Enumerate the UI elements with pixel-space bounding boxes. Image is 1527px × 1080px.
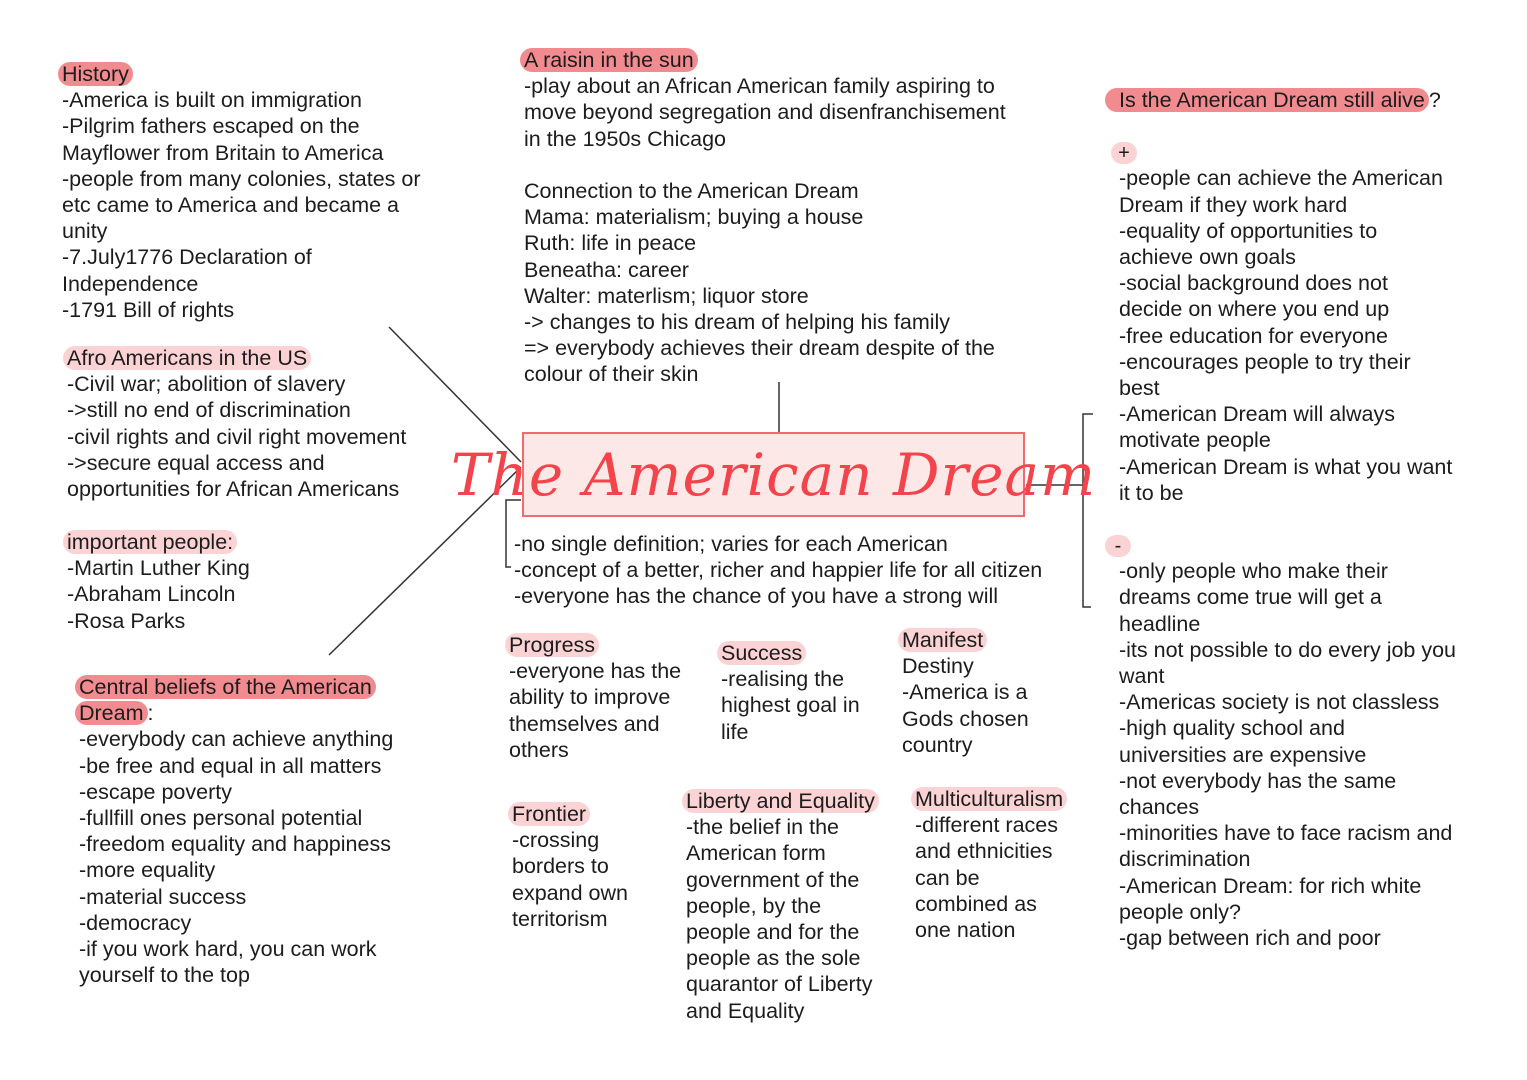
- text-line: ability to improve: [509, 685, 671, 710]
- text-line: highest goal in: [721, 693, 860, 718]
- afro-americans-heading: Afro Americans in the US: [63, 346, 311, 370]
- contra-arguments-lines: [1119, 558, 1456, 951]
- liberty-lines: [686, 814, 879, 1024]
- text-line: -America is built on immigration: [62, 88, 362, 113]
- text-line: -minorities have to face racism and: [1119, 821, 1453, 846]
- text-line: people and for the: [686, 920, 860, 945]
- frontier-lines: [512, 827, 628, 932]
- multiculturalism-block: [915, 786, 1067, 943]
- text-line: best: [1119, 376, 1160, 401]
- text-line: expand own: [512, 880, 628, 905]
- text-line: -1791 Bill of rights: [62, 297, 235, 322]
- text-line: dreams come true will get a: [1119, 585, 1382, 610]
- text-line: Mama: materialism; buying a house: [524, 205, 864, 230]
- text-line: -Abraham Lincoln: [67, 582, 236, 607]
- still-alive-heading: Is the American Dream still alive: [1105, 88, 1429, 112]
- frontier-heading: Frontier: [508, 802, 590, 826]
- text-line: colour of their skin: [524, 362, 699, 387]
- text-line: can be: [915, 865, 980, 890]
- raisin-heading: A raisin in the sun: [520, 48, 698, 72]
- success-block: [721, 640, 860, 745]
- text-line: combined as: [915, 891, 1037, 916]
- text-line: move beyond segregation and disenfranchisement: [524, 100, 1006, 125]
- text-line: -> changes to his dream of helping his family: [524, 310, 951, 335]
- text-line: decide on where you end up: [1119, 297, 1390, 322]
- manifest-lines: [902, 653, 1029, 758]
- text-line: -more equality: [79, 858, 216, 883]
- text-line: -Rosa Parks: [67, 608, 186, 633]
- text-line: Walter: materlism; liquor store: [524, 283, 809, 308]
- text-line: -no single definition; varies for each American: [514, 532, 948, 556]
- text-line: -America is a: [902, 680, 1028, 705]
- text-line: -not everybody has the same: [1119, 768, 1397, 793]
- text-line: -different races: [915, 813, 1059, 838]
- text-line: -equality of opportunities to: [1119, 218, 1378, 243]
- success-heading: Success: [717, 641, 806, 665]
- text-line: others: [509, 737, 569, 762]
- central-topic-title: The American Dream: [450, 440, 1097, 509]
- text-line: -American Dream: for rich white: [1119, 873, 1422, 898]
- progress-block: [509, 632, 681, 763]
- text-line: quarantor of Liberty: [686, 972, 873, 997]
- text-line: -gap between rich and poor: [1119, 926, 1381, 951]
- afro-americans-block: [67, 345, 406, 502]
- text-line: -escape poverty: [79, 779, 232, 804]
- central-beliefs-heading-line1: Central beliefs of the American: [75, 675, 376, 699]
- plus-sign-badge: +: [1111, 142, 1137, 164]
- text-line: universities are expensive: [1119, 742, 1367, 767]
- important-people-block: [67, 529, 250, 634]
- text-line: it to be: [1119, 480, 1184, 505]
- text-line: discrimination: [1119, 847, 1251, 872]
- text-line: life: [721, 719, 749, 744]
- text-line: -concept of a better, richer and happier life for all citizen: [514, 558, 1043, 583]
- text-line: Gods chosen: [902, 706, 1029, 731]
- spacer: [1119, 506, 1456, 532]
- text-line: people, by the: [686, 893, 822, 918]
- text-line: -Civil war; abolition of slavery: [67, 372, 346, 397]
- manifest-destiny-block: [902, 627, 1029, 758]
- text-line: ->secure equal access and: [67, 450, 325, 475]
- central-beliefs-block: [79, 674, 393, 988]
- text-line: -civil rights and civil right movement: [67, 424, 407, 449]
- text-line: chances: [1119, 795, 1200, 820]
- text-line: -realising the: [721, 667, 845, 692]
- text-line: -crossing: [512, 828, 600, 853]
- text-line: government of the: [686, 867, 860, 892]
- minus-sign-badge: -: [1105, 535, 1131, 557]
- text-line: and Equality: [686, 998, 805, 1023]
- text-line: achieve own goals: [1119, 245, 1296, 270]
- liberty-equality-block: [686, 788, 879, 1024]
- progress-lines: [509, 658, 681, 763]
- text-line: Independence: [62, 271, 199, 296]
- central-topic-box: [450, 432, 1097, 517]
- text-line: American form: [686, 841, 826, 866]
- definition-block: [514, 531, 1042, 610]
- history-block: [62, 61, 421, 323]
- text-line: opportunities for African Americans: [67, 477, 400, 502]
- text-line: -be free and equal in all matters: [79, 753, 382, 778]
- text-line: -Pilgrim fathers escaped on the: [62, 114, 360, 139]
- text-line: -social background does not: [1119, 271, 1388, 296]
- definition-lines: [514, 531, 1042, 610]
- important-people-heading: important people:: [63, 530, 237, 554]
- text-line: -high quality school and: [1119, 716, 1345, 741]
- text-line: [524, 152, 1006, 178]
- text-line: -if you work hard, you can work: [79, 937, 377, 962]
- central-beliefs-heading-colon: :: [147, 701, 154, 726]
- text-line: unity: [62, 219, 108, 244]
- manifest-heading: Manifest: [898, 628, 987, 652]
- text-line: -only people who make their: [1119, 559, 1388, 584]
- text-line: -fullfill ones personal potential: [79, 806, 363, 831]
- text-line: borders to: [512, 854, 609, 879]
- text-line: -material success: [79, 884, 247, 909]
- text-line: -its not possible to do every job you: [1119, 637, 1457, 662]
- text-line: country: [902, 732, 973, 757]
- spacer: [1119, 113, 1456, 139]
- text-line: headline: [1119, 611, 1201, 636]
- raisin-in-the-sun-block: [524, 47, 1006, 388]
- text-line: themselves and: [509, 711, 660, 736]
- text-line: Connection to the American Dream: [524, 179, 859, 204]
- history-lines: [62, 87, 421, 323]
- frontier-block: [512, 801, 628, 932]
- pro-arguments-lines: [1119, 165, 1456, 506]
- text-line: people as the sole: [686, 946, 861, 971]
- text-line: -Martin Luther King: [67, 556, 250, 581]
- text-line: in the 1950s Chicago: [524, 126, 727, 151]
- text-line: -freedom equality and happiness: [79, 832, 391, 857]
- important-people-lines: [67, 555, 250, 634]
- text-line: => everybody achieves their dream despite of the: [524, 336, 995, 361]
- text-line: -play about an African American family aspiring to: [524, 74, 995, 99]
- central-beliefs-lines: [79, 726, 393, 988]
- history-heading: History: [58, 62, 133, 86]
- text-line: -American Dream will always: [1119, 402, 1395, 427]
- text-line: ->still no end of discrimination: [67, 398, 351, 423]
- still-alive-block: [1114, 87, 1457, 951]
- afro-americans-lines: [67, 371, 406, 502]
- text-line: -free education for everyone: [1119, 323, 1388, 348]
- text-line: -everybody can achieve anything: [79, 727, 394, 752]
- success-lines: [721, 666, 860, 745]
- text-line: and ethnicities: [915, 839, 1053, 864]
- text-line: motivate people: [1119, 428, 1271, 453]
- text-line: -everyone has the chance of you have a strong will: [514, 584, 999, 609]
- central-beliefs-heading-line2: Dream: [75, 701, 148, 725]
- text-line: yourself to the top: [79, 963, 250, 988]
- progress-heading: Progress: [505, 633, 599, 657]
- text-line: -the belief in the: [686, 815, 839, 840]
- raisin-lines: [524, 73, 1006, 387]
- text-line: Mayflower from Britain to America: [62, 140, 384, 165]
- text-line: Beneatha: career: [524, 257, 689, 282]
- text-line: one nation: [915, 918, 1016, 943]
- text-line: etc came to America and became a: [62, 193, 400, 218]
- text-line: -Americas society is not classless: [1119, 690, 1440, 715]
- liberty-heading: Liberty and Equality: [682, 789, 879, 813]
- text-line: -democracy: [79, 910, 192, 935]
- text-line: -everyone has the: [509, 659, 682, 684]
- multiculturalism-heading: Multiculturalism: [911, 787, 1067, 811]
- text-line: Dream if they work hard: [1119, 192, 1348, 217]
- text-line: -people can achieve the American: [1119, 166, 1443, 191]
- text-line: want: [1119, 664, 1165, 689]
- text-line: Destiny: [902, 654, 974, 679]
- text-line: -people from many colonies, states or: [62, 166, 421, 191]
- text-line: -American Dream is what you want: [1119, 454, 1453, 479]
- text-line: -encourages people to try their: [1119, 349, 1411, 374]
- text-line: people only?: [1119, 899, 1241, 924]
- text-line: -7.July1776 Declaration of: [62, 245, 312, 270]
- text-line: Ruth: life in peace: [524, 231, 697, 256]
- still-alive-question-mark: ?: [1428, 88, 1441, 112]
- multiculturalism-lines: [915, 812, 1067, 943]
- text-line: territorism: [512, 906, 608, 931]
